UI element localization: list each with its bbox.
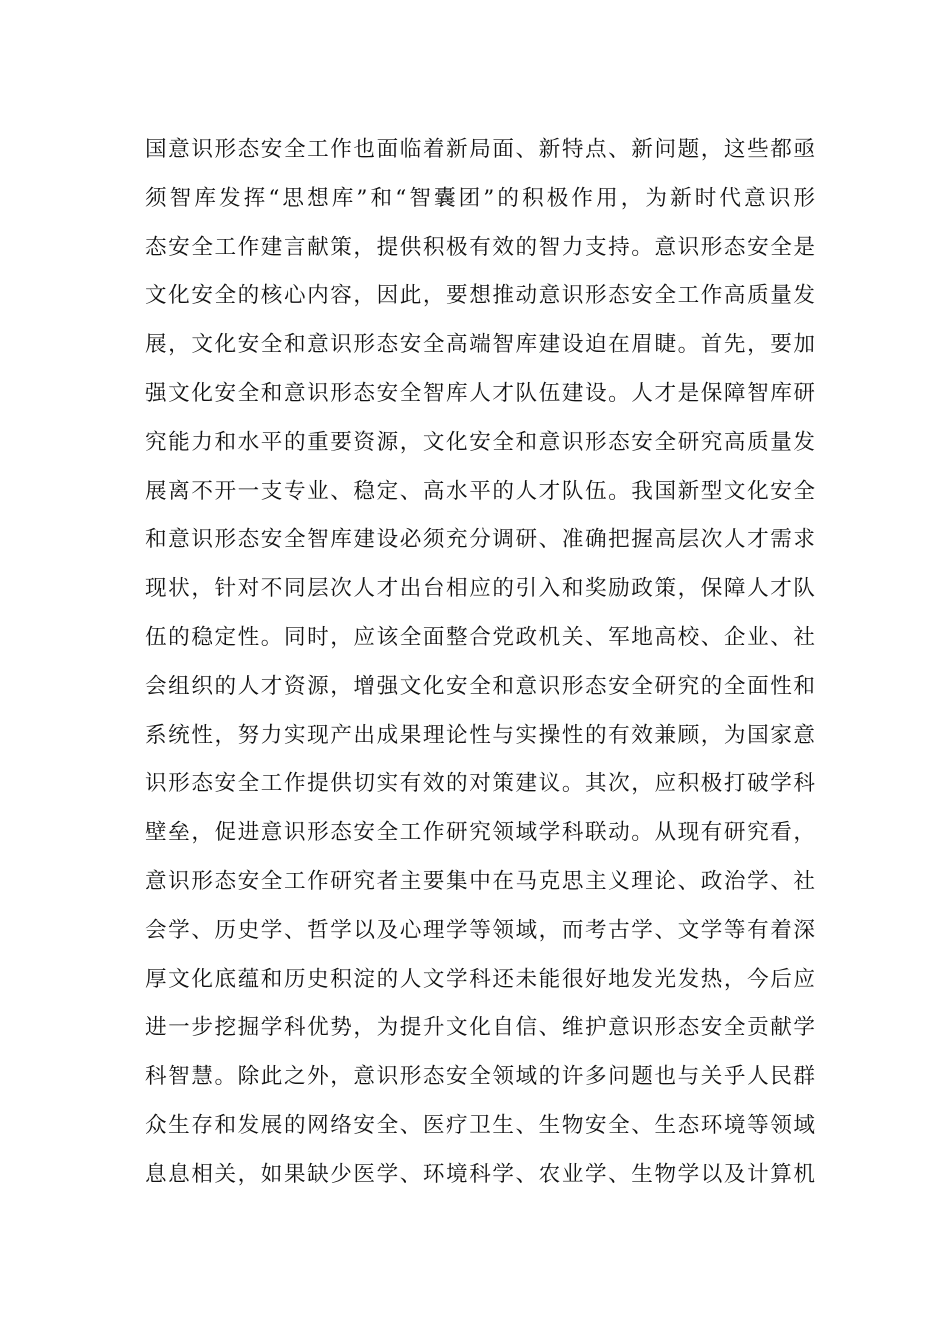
text-line: 伍的稳定性。同时，应该全面整合党政机关、军地高校、企业、社 [145, 624, 815, 650]
text-line: 息息相关，如果缺少医学、环境科学、农业学、生物学以及计算机 [145, 1161, 815, 1187]
text-line: 展离不开一支专业、稳定、高水平的人才队伍。我国新型文化安全 [145, 478, 815, 504]
text-line: 科智慧。除此之外，意识形态安全领域的许多问题也与关乎人民群 [145, 1064, 815, 1090]
text-line: 会学、历史学、哲学以及心理学等领域，而考古学、文学等有着深 [145, 917, 815, 943]
text-line: 众生存和发展的网络安全、医疗卫生、生物安全、生态环境等领域 [145, 1112, 815, 1138]
text-line: 须智库发挥“思想库”和“智囊团”的积极作用，为新时代意识形 [145, 185, 815, 211]
text-line: 强文化安全和意识形态安全智库人才队伍建设。人才是保障智库研 [145, 380, 815, 406]
text-line: 识形态安全工作提供切实有效的对策建议。其次，应积极打破学科 [145, 771, 815, 797]
text-line: 展，文化安全和意识形态安全高端智库建设迫在眉睫。首先，要加 [145, 332, 815, 358]
text-line: 壁垒，促进意识形态安全工作研究领域学科联动。从现有研究看， [145, 820, 815, 846]
text-line: 文化安全的核心内容，因此，要想推动意识形态安全工作高质量发 [145, 283, 815, 309]
text-line: 系统性，努力实现产出成果理论性与实操性的有效兼顾，为国家意 [145, 722, 815, 748]
body-paragraph [145, 126, 815, 1200]
text-line: 态安全工作建言献策，提供积极有效的智力支持。意识形态安全是 [145, 234, 815, 260]
text-line: 进一步挖掘学科优势，为提升文化自信、维护意识形态安全贡献学 [145, 1015, 815, 1041]
text-line: 国意识形态安全工作也面临着新局面、新特点、新问题，这些都亟 [145, 137, 815, 162]
text-line: 会组织的人才资源，增强文化安全和意识形态安全研究的全面性和 [145, 673, 815, 699]
text-line: 厚文化底蕴和历史积淀的人文学科还未能很好地发光发热，今后应 [145, 966, 815, 992]
text-line: 和意识形态安全智库建设必须充分调研、准确把握高层次人才需求 [145, 527, 815, 553]
text-line: 意识形态安全工作研究者主要集中在马克思主义理论、政治学、社 [145, 868, 815, 894]
text-line: 现状，针对不同层次人才出台相应的引入和奖励政策，保障人才队 [145, 576, 815, 602]
text-line: 究能力和水平的重要资源，文化安全和意识形态安全研究高质量发 [145, 429, 815, 455]
